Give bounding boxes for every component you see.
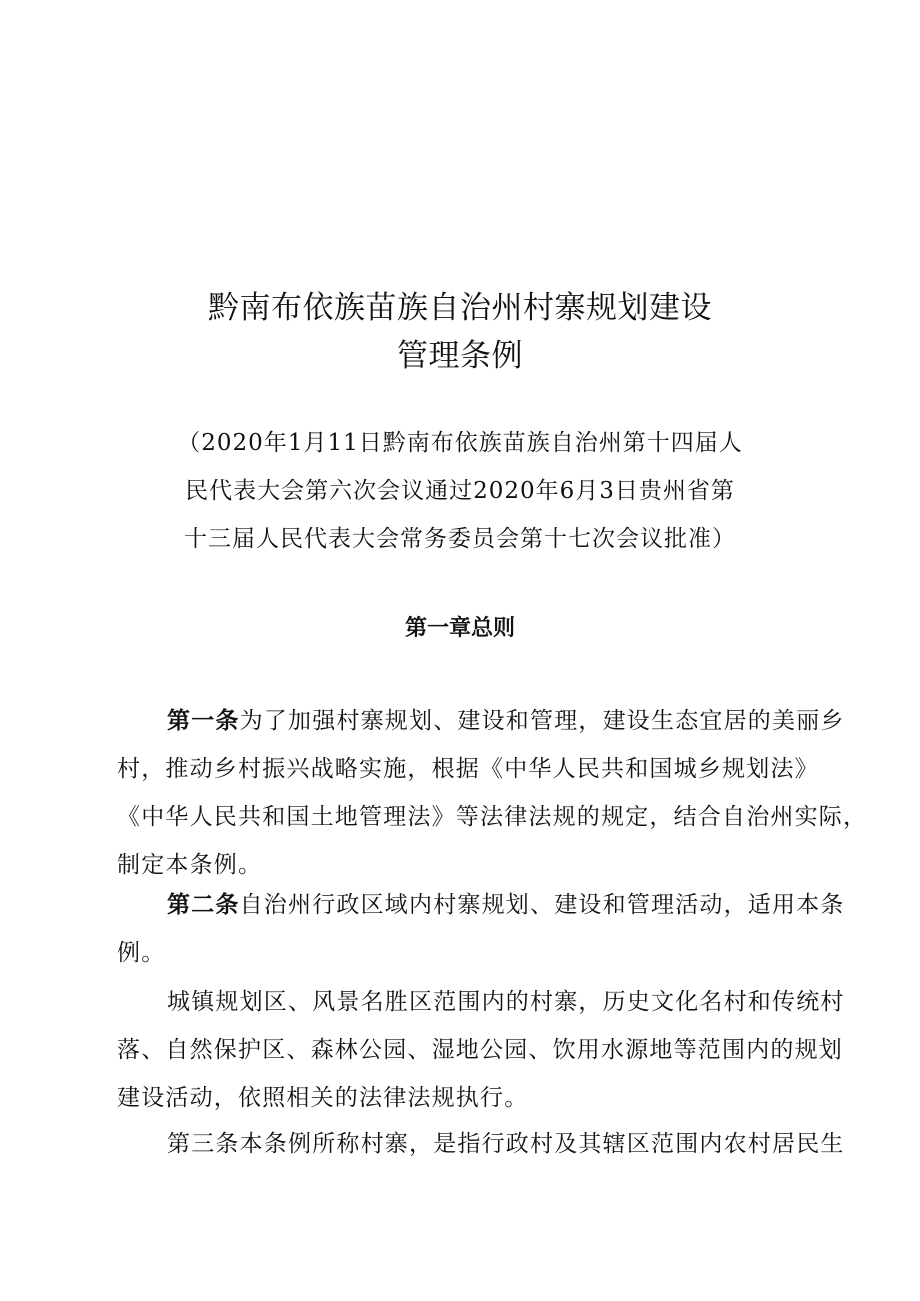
document-title-line2: 管理条例 bbox=[397, 338, 523, 374]
article-2-para2-line2: 落、自然保护区、森林公园、湿地公园、饮用水源地等范围内的规划 bbox=[117, 1037, 843, 1063]
article-2-text: 自治州行政区域内村寨规划、建设和管理活动，适用本条 bbox=[239, 892, 845, 918]
article-2-label: 第二条 bbox=[167, 892, 240, 918]
document-title-line1: 黔南布依族苗族自治州村寨规划建设 bbox=[208, 290, 712, 326]
adoption-note-line2: 民代表大会第六次会议通过2020年6月3日贵州省第 bbox=[185, 478, 735, 504]
article-1-label: 第一条 bbox=[167, 708, 240, 734]
article-2-line2: 例。 bbox=[117, 940, 166, 966]
article-2-para2-line3: 建设活动，依照相关的法律法规执行。 bbox=[117, 1085, 529, 1111]
article-2-line1 bbox=[167, 886, 845, 919]
article-1-line2: 村，推动乡村振兴战略实施，根据《中华人民共和国城乡规划法》 bbox=[117, 756, 819, 782]
article-1-text: 为了加强村寨规划、建设和管理，建设生态宜居的美丽乡 bbox=[239, 708, 845, 734]
article-1-line1 bbox=[167, 702, 845, 735]
adoption-note-line1: （2020年1月11日黔南布依族苗族自治州第十四届人 bbox=[177, 430, 743, 456]
article-1-line4: 制定本条例。 bbox=[117, 852, 263, 878]
article-2-para2-line1: 城镇规划区、风景名胜区范围内的村寨，历史文化名村和传统村 bbox=[167, 989, 845, 1015]
article-3-line1: 第三条本条例所称村寨，是指行政村及其辖区范围内农村居民生 bbox=[167, 1131, 845, 1157]
article-1-line3: 《中华人民共和国土地管理法》等法律法规的规定，结合自治州实际， bbox=[117, 804, 868, 830]
chapter-heading: 第一章总则 bbox=[404, 616, 515, 641]
adoption-note-line3: 十三届人民代表大会常务委员会第十七次会议批准） bbox=[184, 526, 736, 552]
